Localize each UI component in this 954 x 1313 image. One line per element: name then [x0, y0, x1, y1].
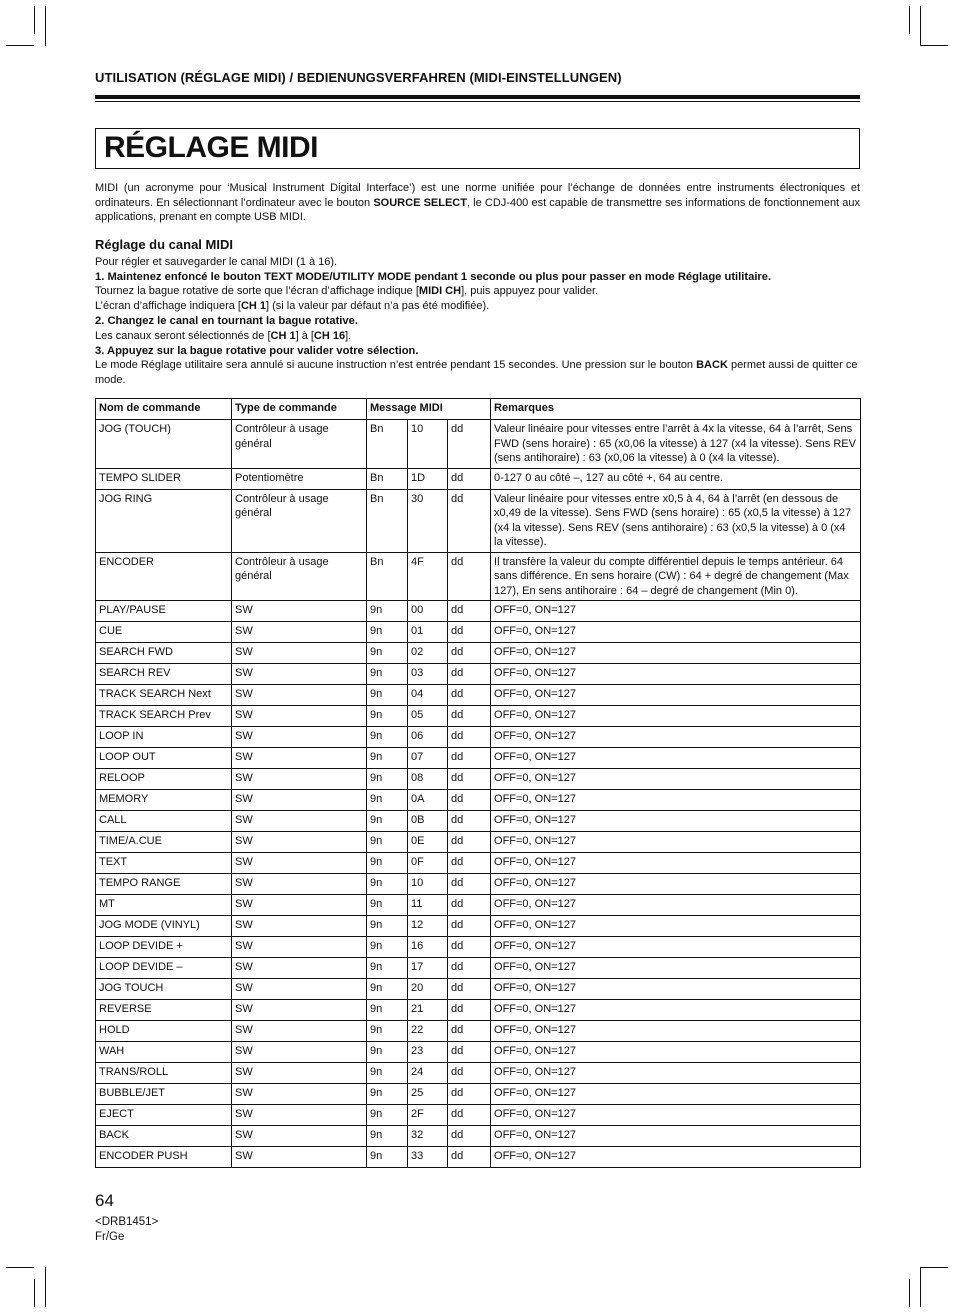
midi-number-cell: 04 [408, 685, 448, 706]
remarks-cell: OFF=0, ON=127 [491, 979, 861, 1000]
midi-status-cell: 9n [367, 727, 408, 748]
midi-number-cell: 02 [408, 643, 448, 664]
midi-number-cell: 0A [408, 790, 448, 811]
midi-data-cell: dd [448, 601, 491, 622]
midi-number-cell: 20 [408, 979, 448, 1000]
remarks-cell: OFF=0, ON=127 [491, 664, 861, 685]
remarks-cell: OFF=0, ON=127 [491, 1084, 861, 1105]
remarks-cell: OFF=0, ON=127 [491, 895, 861, 916]
midi-status-cell: 9n [367, 1000, 408, 1021]
step-3-text [95, 358, 860, 388]
command-name-cell: LOOP IN [96, 727, 232, 748]
remarks-cell: OFF=0, ON=127 [491, 1105, 861, 1126]
column-header-midi-message: Message MIDI [367, 399, 491, 420]
midi-number-cell: 07 [408, 748, 448, 769]
midi-status-cell: 9n [367, 874, 408, 895]
crop-mark [920, 6, 921, 46]
midi-data-cell: dd [448, 489, 491, 552]
command-name-cell: TRANS/ROLL [96, 1063, 232, 1084]
crop-mark [921, 45, 948, 46]
midi-number-cell: 10 [408, 874, 448, 895]
table-body [96, 420, 861, 1168]
text: Tournez la bague rotative de sorte que l’écran d’affichage indique [ [95, 285, 419, 298]
section-heading: Réglage du canal MIDI [95, 237, 233, 252]
midi-number-cell: 1D [408, 468, 448, 489]
midi-status-cell: 9n [367, 1021, 408, 1042]
remarks-cell: OFF=0, ON=127 [491, 1042, 861, 1063]
midi-number-cell: 16 [408, 937, 448, 958]
command-type-cell: SW [232, 706, 367, 727]
midi-data-cell: dd [448, 1105, 491, 1126]
table-row [96, 420, 861, 469]
remarks-cell: OFF=0, ON=127 [491, 1021, 861, 1042]
midi-number-cell: 30 [408, 489, 448, 552]
command-name-cell: LOOP DEVIDE + [96, 937, 232, 958]
table-row [96, 958, 861, 979]
remarks-cell: OFF=0, ON=127 [491, 748, 861, 769]
midi-status-cell: 9n [367, 811, 408, 832]
text: ], puis appuyez pour valider. [461, 285, 599, 298]
midi-data-cell: dd [448, 420, 491, 469]
midi-number-cell: 4F [408, 552, 448, 601]
midi-data-cell: dd [448, 552, 491, 601]
remarks-cell: OFF=0, ON=127 [491, 958, 861, 979]
table-row [96, 601, 861, 622]
midi-status-cell: 9n [367, 979, 408, 1000]
table-row [96, 874, 861, 895]
remarks-cell: Valeur linéaire pour vitesses entre x0,5 à 4, 64 à l’arrêt (en dessous de x0,49 de la vitesse). Sens FWD (sens horaire) : 65 (x0,5 la vitesse) à 127 (x4 la vitesse). Sens REV (sens antihoraire) : 63 (x0,5 la vitesse) à 0 (x4 la vitesse). [491, 489, 861, 552]
header-rule-thin [95, 101, 860, 102]
command-name-cell: CUE [96, 622, 232, 643]
midi-data-cell: dd [448, 748, 491, 769]
table-row [96, 489, 861, 552]
command-type-cell: SW [232, 1042, 367, 1063]
command-name-cell: TRACK SEARCH Next [96, 685, 232, 706]
section-lead: Pour régler et sauvegarder le canal MIDI (1 à 16). [95, 255, 338, 268]
command-name-cell: TEMPO SLIDER [96, 468, 232, 489]
crop-mark [920, 1267, 921, 1307]
table-row [96, 1000, 861, 1021]
command-name-cell: LOOP OUT [96, 748, 232, 769]
command-type-cell: SW [232, 832, 367, 853]
command-type-cell: SW [232, 622, 367, 643]
command-type-cell: SW [232, 937, 367, 958]
remarks-cell: OFF=0, ON=127 [491, 727, 861, 748]
step-1-line-2 [95, 299, 860, 314]
midi-data-cell: dd [448, 685, 491, 706]
text: Le mode Réglage utilitaire sera annulé si aucune instruction n’est entrée pendant 15 secondes. Une pression sur le bouton [95, 359, 697, 372]
midi-data-cell: dd [448, 1021, 491, 1042]
midi-number-cell: 24 [408, 1063, 448, 1084]
command-type-cell: Contrôleur à usage général [232, 552, 367, 601]
remarks-cell: OFF=0, ON=127 [491, 937, 861, 958]
midi-status-cell: 9n [367, 916, 408, 937]
midi-data-cell: dd [448, 958, 491, 979]
midi-status-cell: 9n [367, 706, 408, 727]
command-name-cell: PLAY/PAUSE [96, 601, 232, 622]
midi-data-cell: dd [448, 937, 491, 958]
text: L’écran d’affichage indiquera [ [95, 300, 241, 313]
table-row [96, 1084, 861, 1105]
midi-status-cell: Bn [367, 552, 408, 601]
crop-mark [909, 6, 910, 34]
midi-number-cell: 06 [408, 727, 448, 748]
intro-text-end: , le CDJ-400 est capable de transmettre ses informations de fonctionnement aux applications, prenant en compte USB MIDI. [95, 196, 861, 223]
midi-number-cell: 03 [408, 664, 448, 685]
command-type-cell: SW [232, 769, 367, 790]
table-row [96, 468, 861, 489]
command-name-cell: MT [96, 895, 232, 916]
command-name-cell: LOOP DEVIDE – [96, 958, 232, 979]
command-type-cell: SW [232, 664, 367, 685]
command-name-cell: SEARCH FWD [96, 643, 232, 664]
command-name-cell: RELOOP [96, 769, 232, 790]
step-1-title: 1. Maintenez enfoncé le bouton TEXT MODE/UTILITY MODE pendant 1 seconde ou plus pour passer en mode Réglage utilitaire. [95, 270, 772, 283]
midi-status-cell: 9n [367, 685, 408, 706]
midi-data-cell: dd [448, 1042, 491, 1063]
midi-status-cell: 9n [367, 790, 408, 811]
remarks-cell: OFF=0, ON=127 [491, 1063, 861, 1084]
display-label: CH 1 [240, 300, 267, 313]
remarks-cell: OFF=0, ON=127 [491, 769, 861, 790]
command-name-cell: TEXT [96, 853, 232, 874]
midi-data-cell: dd [448, 664, 491, 685]
running-header: UTILISATION (RÉGLAGE MIDI) / BEDIENUNGSVERFAHREN (MIDI-EINSTELLUNGEN) [95, 70, 622, 85]
command-type-cell: SW [232, 748, 367, 769]
midi-number-cell: 2F [408, 1105, 448, 1126]
midi-status-cell: 9n [367, 622, 408, 643]
command-type-cell: SW [232, 1105, 367, 1126]
page-number: 64 [95, 1191, 114, 1210]
table-row [96, 937, 861, 958]
command-name-cell: JOG MODE (VINYL) [96, 916, 232, 937]
midi-number-cell: 33 [408, 1147, 448, 1168]
command-name-cell: ENCODER [96, 552, 232, 601]
remarks-cell: OFF=0, ON=127 [491, 1000, 861, 1021]
command-type-cell: SW [232, 853, 367, 874]
command-type-cell: SW [232, 1000, 367, 1021]
remarks-cell: Il transfère la valeur du compte différentiel depuis le temps antérieur. 64 sans différence. En sens horaire (CW) : 64 + degré de changement (Max 127), En sens antihoraire : 64 – degré de changement (Min 0). [491, 552, 861, 601]
midi-data-cell: dd [448, 1000, 491, 1021]
command-type-cell: SW [232, 1063, 367, 1084]
command-type-cell: SW [232, 685, 367, 706]
table-row [96, 769, 861, 790]
remarks-cell: OFF=0, ON=127 [491, 916, 861, 937]
remarks-cell: OFF=0, ON=127 [491, 685, 861, 706]
midi-data-cell: dd [448, 811, 491, 832]
midi-status-cell: 9n [367, 853, 408, 874]
midi-data-cell: dd [448, 1126, 491, 1147]
remarks-cell: OFF=0, ON=127 [491, 643, 861, 664]
midi-data-cell: dd [448, 706, 491, 727]
table-row [96, 552, 861, 601]
text: permet aussi de quitter ce mode. [95, 359, 858, 387]
table-row [96, 1105, 861, 1126]
table-row [96, 706, 861, 727]
remarks-cell: OFF=0, ON=127 [491, 601, 861, 622]
midi-number-cell: 08 [408, 769, 448, 790]
command-name-cell: JOG (TOUCH) [96, 420, 232, 469]
crop-mark [909, 1279, 910, 1307]
command-name-cell: TRACK SEARCH Prev [96, 706, 232, 727]
command-type-cell: Contrôleur à usage général [232, 489, 367, 552]
crop-mark [6, 1267, 34, 1268]
midi-status-cell: 9n [367, 643, 408, 664]
button-name: BACK [696, 359, 728, 372]
command-type-cell: SW [232, 643, 367, 664]
midi-number-cell: 05 [408, 706, 448, 727]
midi-status-cell: Bn [367, 420, 408, 469]
step-1-line-1 [95, 284, 860, 299]
table-row [96, 979, 861, 1000]
document-code [95, 1215, 158, 1245]
crop-mark [34, 1279, 35, 1307]
command-name-cell: TEMPO RANGE [96, 874, 232, 895]
command-type-cell: SW [232, 811, 367, 832]
command-type-cell: SW [232, 727, 367, 748]
intro-text: MIDI (un acronyme pour ‘Musical Instrument Digital Interface’) est une norme unifiée pour l’échange de données entre instruments électroniques et ordinateurs. En sélectionnant l’ordinateur avec le bouton [95, 182, 860, 209]
command-name-cell: JOG TOUCH [96, 979, 232, 1000]
column-header-command-name: Nom de commande [96, 399, 232, 420]
midi-number-cell: 00 [408, 601, 448, 622]
midi-command-table [95, 398, 861, 1168]
table-row [96, 895, 861, 916]
table-header-row [96, 399, 861, 420]
crop-mark [45, 1267, 46, 1307]
midi-status-cell: 9n [367, 664, 408, 685]
remarks-cell: OFF=0, ON=127 [491, 706, 861, 727]
midi-status-cell: 9n [367, 1042, 408, 1063]
command-type-cell: SW [232, 1147, 367, 1168]
remarks-cell: OFF=0, ON=127 [491, 853, 861, 874]
crop-mark [6, 45, 34, 46]
midi-number-cell: 12 [408, 916, 448, 937]
command-type-cell: Contrôleur à usage général [232, 420, 367, 469]
table-row [96, 1021, 861, 1042]
crop-mark [45, 6, 46, 46]
step-2-text [95, 329, 860, 344]
midi-status-cell: 9n [367, 937, 408, 958]
command-name-cell: CALL [96, 811, 232, 832]
table-row [96, 1042, 861, 1063]
midi-data-cell: dd [448, 832, 491, 853]
intro-paragraph [95, 181, 860, 225]
doc-code: <DRB1451> [95, 1216, 159, 1228]
remarks-cell: OFF=0, ON=127 [491, 811, 861, 832]
midi-status-cell: Bn [367, 468, 408, 489]
midi-channel-section [95, 238, 860, 388]
midi-status-cell: 9n [367, 1105, 408, 1126]
midi-number-cell: 32 [408, 1126, 448, 1147]
command-type-cell: SW [232, 1021, 367, 1042]
midi-data-cell: dd [448, 874, 491, 895]
command-type-cell: SW [232, 1126, 367, 1147]
column-header-remarks: Remarques [491, 399, 861, 420]
midi-data-cell: dd [448, 769, 491, 790]
remarks-cell: OFF=0, ON=127 [491, 622, 861, 643]
midi-status-cell: 9n [367, 748, 408, 769]
midi-data-cell: dd [448, 622, 491, 643]
command-name-cell: SEARCH REV [96, 664, 232, 685]
midi-status-cell: 9n [367, 1126, 408, 1147]
text: Les canaux seront sélectionnés de [ [95, 329, 271, 342]
midi-status-cell: 9n [367, 958, 408, 979]
midi-number-cell: 11 [408, 895, 448, 916]
crop-mark [34, 6, 35, 34]
midi-data-cell: dd [448, 916, 491, 937]
midi-number-cell: 0F [408, 853, 448, 874]
command-name-cell: JOG RING [96, 489, 232, 552]
table-row [96, 1063, 861, 1084]
table-row [96, 748, 861, 769]
command-name-cell: HOLD [96, 1021, 232, 1042]
midi-status-cell: 9n [367, 1084, 408, 1105]
command-type-cell: SW [232, 979, 367, 1000]
table-row [96, 727, 861, 748]
text: ] à [ [295, 329, 314, 342]
remarks-cell: OFF=0, ON=127 [491, 874, 861, 895]
midi-number-cell: 0B [408, 811, 448, 832]
command-type-cell: SW [232, 958, 367, 979]
midi-data-cell: dd [448, 468, 491, 489]
crop-mark [921, 1267, 948, 1268]
command-type-cell: SW [232, 916, 367, 937]
page-title-box [95, 128, 860, 169]
command-type-cell: SW [232, 874, 367, 895]
midi-data-cell: dd [448, 1084, 491, 1105]
remarks-cell: OFF=0, ON=127 [491, 790, 861, 811]
remarks-cell: OFF=0, ON=127 [491, 832, 861, 853]
table-row [96, 790, 861, 811]
remarks-cell: 0-127 0 au côté –, 127 au côté +, 64 au centre. [491, 468, 861, 489]
text: ]. [345, 329, 352, 342]
intro-button-name: SOURCE SELECT [373, 196, 467, 209]
midi-status-cell: Bn [367, 489, 408, 552]
midi-data-cell: dd [448, 853, 491, 874]
midi-data-cell: dd [448, 727, 491, 748]
midi-number-cell: 10 [408, 420, 448, 469]
midi-status-cell: 9n [367, 1063, 408, 1084]
remarks-cell: OFF=0, ON=127 [491, 1126, 861, 1147]
command-type-cell: SW [232, 1084, 367, 1105]
midi-status-cell: 9n [367, 601, 408, 622]
midi-status-cell: 9n [367, 895, 408, 916]
table-row [96, 664, 861, 685]
midi-number-cell: 22 [408, 1021, 448, 1042]
table-row [96, 832, 861, 853]
midi-data-cell: dd [448, 643, 491, 664]
table-row [96, 916, 861, 937]
table-row [96, 643, 861, 664]
display-label: CH 16 [313, 329, 346, 342]
midi-number-cell: 0E [408, 832, 448, 853]
table-row [96, 1126, 861, 1147]
remarks-cell: OFF=0, ON=127 [491, 1147, 861, 1168]
midi-status-cell: 9n [367, 832, 408, 853]
midi-data-cell: dd [448, 1063, 491, 1084]
step-2-title: 2. Changez le canal en tournant la bague rotative. [95, 314, 358, 327]
text: ] (si la valeur par défaut n’a pas été modifiée). [266, 300, 490, 313]
language-code: Fr/Ge [95, 1231, 125, 1243]
midi-data-cell: dd [448, 895, 491, 916]
command-name-cell: EJECT [96, 1105, 232, 1126]
command-type-cell: SW [232, 601, 367, 622]
midi-number-cell: 25 [408, 1084, 448, 1105]
midi-data-cell: dd [448, 979, 491, 1000]
display-label: MIDI CH [418, 285, 462, 298]
midi-number-cell: 01 [408, 622, 448, 643]
header-rule [95, 95, 860, 99]
midi-number-cell: 17 [408, 958, 448, 979]
table-row [96, 622, 861, 643]
command-type-cell: SW [232, 895, 367, 916]
command-name-cell: REVERSE [96, 1000, 232, 1021]
command-name-cell: BUBBLE/JET [96, 1084, 232, 1105]
page-title: RÉGLAGE MIDI [104, 131, 319, 164]
midi-data-cell: dd [448, 1147, 491, 1168]
table-row [96, 1147, 861, 1168]
command-name-cell: WAH [96, 1042, 232, 1063]
step-3-title: 3. Appuyez sur la bague rotative pour valider votre sélection. [95, 344, 419, 357]
remarks-cell: Valeur linéaire pour vitesses entre l’arrêt à 4x la vitesse, 64 à l’arrêt, Sens FWD (sens horaire) : 65 (x0,06 la vitesse) à 127 (x4 la vitesse). Sens REV (sens antihoraire) : 63 (x0,06 la vitesse) à 0 (x4 la vitesse). [491, 420, 861, 469]
midi-data-cell: dd [448, 790, 491, 811]
table-row [96, 811, 861, 832]
column-header-command-type: Type de commande [232, 399, 367, 420]
command-type-cell: Potentiomètre [232, 468, 367, 489]
display-label: CH 1 [270, 329, 296, 342]
midi-status-cell: 9n [367, 769, 408, 790]
midi-status-cell: 9n [367, 1147, 408, 1168]
command-name-cell: TIME/A.CUE [96, 832, 232, 853]
command-name-cell: ENCODER PUSH [96, 1147, 232, 1168]
command-name-cell: BACK [96, 1126, 232, 1147]
table-row [96, 853, 861, 874]
command-name-cell: MEMORY [96, 790, 232, 811]
midi-number-cell: 21 [408, 1000, 448, 1021]
command-type-cell: SW [232, 790, 367, 811]
table-row [96, 685, 861, 706]
midi-number-cell: 23 [408, 1042, 448, 1063]
